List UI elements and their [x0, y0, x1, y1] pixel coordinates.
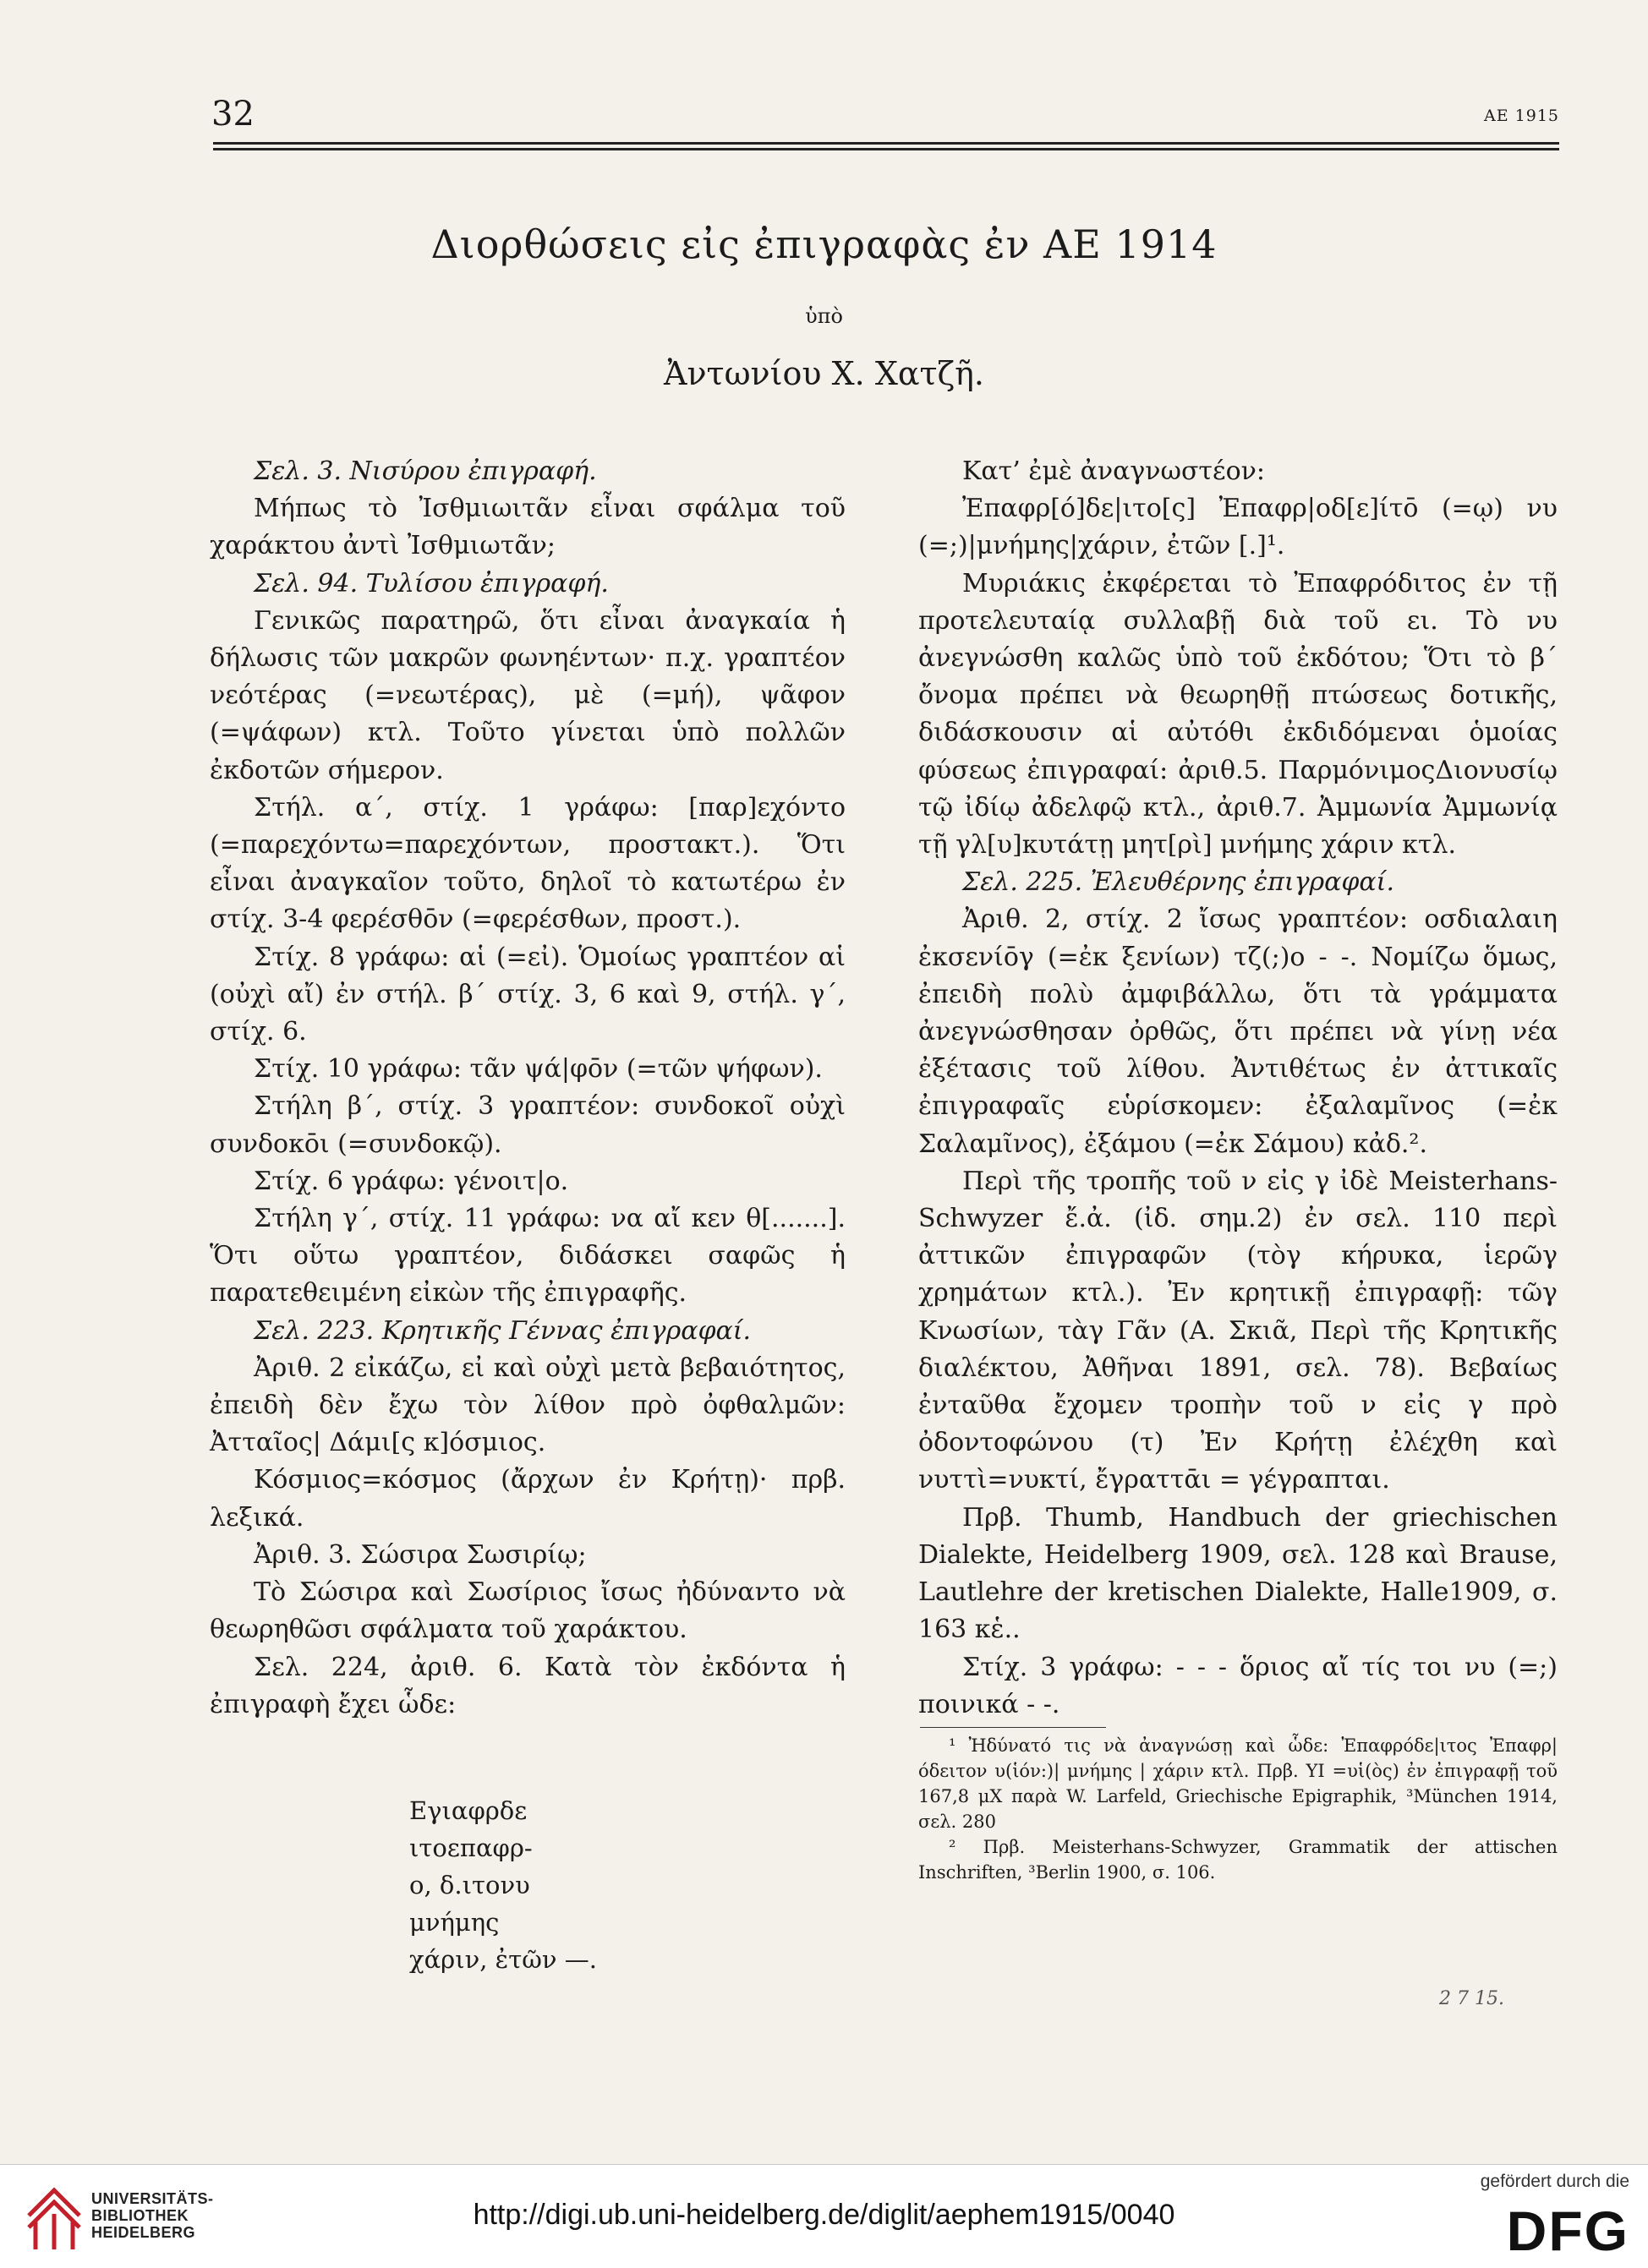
article-author: Ἀντωνίου Χ. Χατζῆ. — [664, 355, 984, 392]
funding-note: gefördert durch die — [1480, 2172, 1629, 2191]
date-note: 2 7 15. — [1439, 1988, 1504, 2009]
byline-preposition: ὑπὸ — [805, 304, 843, 328]
article-title: Διορθώσεις εἰς ἐπιγραφὰς ἐν ΑΕ 1914 — [430, 221, 1218, 267]
library-name-line: HEIDELBERG — [91, 2224, 196, 2241]
right-column-paragraph: Περὶ τῆς τροπῆς τοῦ ν εἰς γ ἰδὲ Meisterhans-Schwyzer ἔ.ἀ. (ἰδ. σημ.2) ἐν σελ. 110 περὶ ἀττικῶν ἐπιγραφῶν (τὸγ κήρυκα, ἱερῶγ χρημάτων κτλ.). Ἐν κρητικῇ ἐπιγραφῇ: τῶγ Κνωσίων, τὰγ Γᾶν (Α. Σκιᾶ, Περὶ τῆς Κρητικῆς διαλέκτου, Ἀθῆναι 1891, σελ. 78). Βεβαίως ἐνταῦθα ἔχομεν τροπὴν τοῦ ν εἰς γ πρὸ ὀδοντοφώνου (τ) Ἐν Κρήτῃ ἐλέχθη καὶ νυττὶ=νυκτί, ἔγραττᾱι = γέγραπται. — [918, 1166, 1558, 1495]
footnotes — [918, 1733, 1558, 1885]
right-column-paragraph: Κατ’ ἐμὲ ἀναγνωστέον: — [962, 456, 1265, 486]
journal-reference: ΑΕ 1915 — [1484, 107, 1559, 125]
right-column-paragraph: Στίχ. 3 γράφω: - - - ὅριος αἴ τίς τοι νυ (=;) ποινικά - -. — [918, 1652, 1558, 1719]
inscription-line: ο, δ.ιτονυ — [409, 1871, 530, 1899]
right-column-paragraph: Πρβ. Thumb, Handbuch der griechischen Dialekte, Heidelberg 1909, σελ. 128 καὶ Brause, Lautlehre der kretischen Dialekte, Halle1909, σ. 163 κἑ.. — [918, 1502, 1558, 1645]
library-name-line: UNIVERSITÄTS- — [91, 2190, 214, 2207]
left-column-paragraph: Γενικῶς παρατηρῶ, ὅτι εἶναι ἀναγκαία ἡ δήλωσις τῶν μακρῶν φωνηέντων· π.χ. γραπτέον νεότέρας (=νεωτέρας), μὲ (=μή), ψᾶφον (=ψάφων) κτλ. Τοῦτο γίνεται ὑπὸ πολλῶν ἐκδοτῶν σήμερον. — [210, 605, 846, 785]
inscription-transcript — [409, 1792, 597, 1978]
left-column-paragraph: Στίχ. 6 γράφω: γένοιτ|ο. — [254, 1166, 569, 1196]
inscription-line: Εγιαφρδε — [409, 1796, 528, 1825]
right-column-paragraph: Ἐπαφρ[ό]δε|ιτο[ς] Ἐπαφρ|οδ[ε]ίτō (=ῳ) νυ (=;)|μνήμης|χάριν, ἐτῶν [.]¹. — [918, 494, 1558, 561]
inscription-line: μνήμης — [409, 1908, 500, 1937]
right-column-paragraph: Ἀριθ. 2, στίχ. 2 ἴσως γραπτέον: οσδιαλαιη ἐκσενίōγ (=ἐκ ξενίων) τζ(;)ο - -. Νομίζω ὅμως, ἐπειδὴ πολὺ ἀμφιβάλλω, ὅτι τὰ γράμματα ἀνεγνώσθησαν ὀρθῶς, ὅτι πρέπει νὰ γίνῃ νέα ἐξέτασις τοῦ λίθου. Ἀντιθέτως ἐν ἀττικαῖς ἐπιγραφαῖς εὑρίσκομεν: ἐξαλαμῖνος (=ἐκ Σαλαμῖνος), ἐξάμου (=ἐκ Σάμου) κἀδ.². — [918, 904, 1558, 1159]
footnote: ¹ Ἠδύνατό τις νὰ ἀναγνώσῃ καὶ ὧδε: Ἐπαφρόδε|ιτος Ἐπαφρ|όδειτον υ(ἱόν:)| μνήμης | χάριν κτλ. Πρβ. ΥΙ =υἱ(ὸς) ἐν ἐπιγραφῇ τοῦ 167,8 μΧ παρὰ W. Larfeld, Griechische Epigraphik, ³München 1914, σελ. 280 — [918, 1735, 1558, 1832]
footnote: ² Πρβ. Meisterhans-Schwyzer, Grammatik der attischen Inschriften, ³Berlin 1900, σ. 106. — [918, 1837, 1558, 1883]
inscription-line: χάριν, ἐτῶν —. — [409, 1945, 597, 1974]
left-column-heading: Σελ. 3. Νισύρου ἐπιγραφή. — [254, 456, 597, 486]
left-column-paragraph: Στήλη β΄, στίχ. 3 γραπτέον: συνδοκοῖ οὐχὶ συνδοκōι (=συνδοκῷ). — [210, 1091, 846, 1159]
left-column-paragraph: Στίχ. 10 γράφω: τᾶν ψά|φōν (=τῶν ψήφων). — [254, 1054, 823, 1085]
footnote-rule — [920, 1727, 1106, 1728]
library-name-line: BIBLIOTHEK — [91, 2207, 189, 2224]
dfg-logo: DFG — [1506, 2200, 1629, 2262]
viewer-footer — [0, 2164, 1648, 2268]
left-column-paragraph: Σελ. 224, ἀριθ. 6. Κατὰ τὸν ἐκδόντα ἡ ἐπιγραφὴ ἔχει ὧδε: — [210, 1652, 846, 1719]
left-column-heading: Σελ. 94. Τυλίσου ἐπιγραφή. — [254, 568, 609, 598]
left-column-heading: Σελ. 223. Κρητικῆς Γέννας ἐπιγραφαί. — [254, 1315, 752, 1346]
header-rule-top — [213, 142, 1559, 145]
left-column — [210, 453, 846, 1724]
inscription-line: ιτοεπαφρ- — [409, 1834, 533, 1862]
left-column-paragraph: Στήλη γ΄, στίχ. 11 γράφω: να αἴ κεν θ[.......]. Ὅτι οὕτω γραπτέον, διδάσκει σαφῶς ἡ παρατεθειμένη εἰκὼν τῆς ἐπιγραφῆς. — [210, 1204, 846, 1309]
left-column-paragraph: Στίχ. 8 γράφω: αἱ (=εἰ). Ὁμοίως γραπτέον αἱ (οὐχὶ αἴ) ἐν στήλ. β΄ στίχ. 3, 6 καὶ 9, στήλ. γ΄, στίχ. 6. — [210, 942, 846, 1047]
page-url-link[interactable]: http://digi.ub.uni-heidelberg.de/diglit/aephem1915/0040 — [473, 2199, 1175, 2231]
page-number: 32 — [211, 95, 255, 134]
left-column-paragraph: Στήλ. α΄, στίχ. 1 γράφω: [παρ]εχόντο (=παρεχόντω=παρεχόντων, προστακτ.). Ὅτι εἶναι ἀναγκαῖον τοῦτο, δηλοῖ τὸ κατωτέρω ἐν στίχ. 3-4 φερέσθōν (=φερέσθων, προστ.). — [210, 792, 846, 935]
header-rule-bottom — [213, 148, 1559, 150]
left-column-paragraph: Μήπως τὸ Ἰσθμιωιτᾶν εἶναι σφάλμα τοῦ χαράκτου ἀντὶ Ἰσθμιωτᾶν; — [210, 494, 846, 561]
left-column-paragraph: Τὸ Σώσιρα καὶ Σωσίριος ἴσως ἠδύναντο νὰ θεωρηθῶσι σφάλματα τοῦ χαράκτου. — [210, 1577, 846, 1645]
right-column-paragraph: Μυριάκις ἐκφέρεται τὸ Ἐπαφρόδιτος ἐν τῇ προτελευταίᾳ συλλαβῇ διὰ τοῦ ει. Τὸ νυ ἀνεγνώσθη καλῶς ὑπὸ τοῦ ἐκδότου; Ὅτι τὸ β΄ ὄνομα πρέπει νὰ θεωρηθῇ πτώσεως δοτικῆς, διδάσκουσιν αἱ αὐτόθι ἐκδιδόμεναι ὁμοίας φύσεως ἐπιγραφαί: ἀριθ.5. ΠαρμόνιμοςΔιονυσίῳ τῷ ἰδίῳ ἀδελφῷ κτλ., ἀριθ.7. Ἀμμωνία Ἀμμωνίᾳ τῇ γλ[υ]κυτάτῃ μητ[ρὶ] μνήμης χάριν κτλ. — [918, 568, 1558, 861]
left-column-paragraph: Κόσμιος=κόσμος (ἄρχων ἐν Κρήτῃ)· πρβ. λεξικά. — [210, 1465, 846, 1533]
right-column — [918, 453, 1558, 1724]
right-column-heading: Σελ. 225. Ἐλευθέρνης ἐπιγραφαί. — [962, 867, 1394, 898]
left-column-paragraph: Ἀριθ. 3. Σώσιρα Σωσιρίῳ; — [254, 1539, 587, 1570]
left-column-paragraph: Ἀριθ. 2 εἰκάζω, εἰ καὶ οὐχὶ μετὰ βεβαιότητος, ἐπειδὴ δὲν ἔχω τὸν λίθον πρὸ ὀφθαλμῶν: Ἀτταῖος| Δάμι[ς κ]όσμιος. — [210, 1353, 846, 1458]
